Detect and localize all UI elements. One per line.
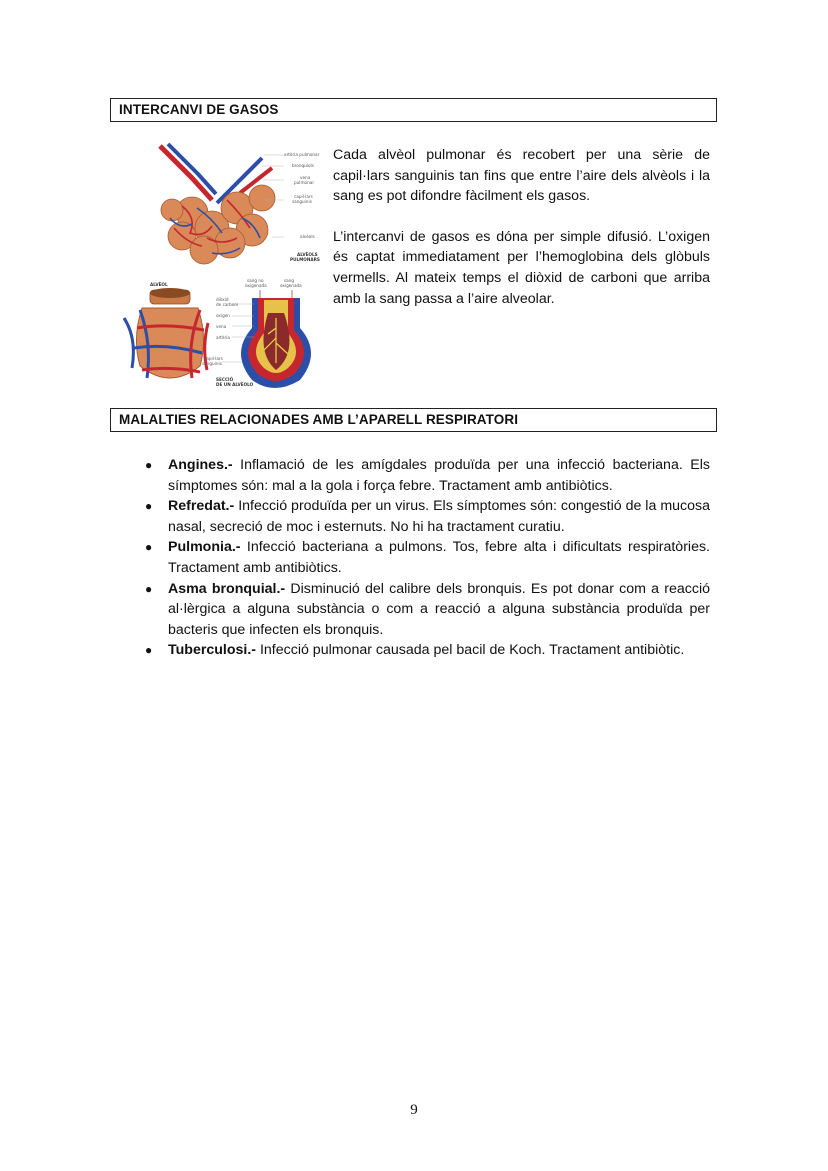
bullet-icon: ● — [145, 540, 153, 555]
bullet-icon: ● — [145, 499, 153, 514]
paragraph-diffusion: L’intercanvi de gasos es dóna per simple difusió. L’oxigen és captat immediatament per l’hemoglobina dels glòbuls vermells. Al mateix temps el diòxid de carboni que arriba amb la sang passa a l’aire alveolar. — [333, 228, 710, 307]
list-item — [145, 537, 710, 578]
label-dioxid-2: de carboni — [216, 302, 239, 307]
label-sang-ox-2: oxigenada — [280, 283, 302, 288]
label-dioxid-1: diòxid — [216, 297, 229, 302]
label-capil-2: sanguinis — [292, 199, 312, 204]
label-seccio-1: SECCIÓ — [216, 377, 234, 382]
disease-description: Disminució del calibre dels bronquis. Es pot donar com a reacció al·lèrgica a alguna substància o com a reacció a alguna substància produïda per bacteris que infecten els bronquis. — [168, 580, 710, 638]
label-alveols-pulm-1: ALVÈOLS — [297, 252, 318, 257]
disease-description: Infecció pulmonar causada pel bacil de Koch. Tractament antibiòtic. — [256, 642, 685, 659]
disease-name: Refredat.- — [168, 498, 235, 515]
bullet-icon: ● — [145, 643, 153, 658]
disease-description: Inflamació de les amígdales produïda per una infecció bacteriana. Els símptomes són: mal a la gola i força febre. Tractament amb antibiòtics. — [168, 457, 710, 494]
section-header-gas-exchange: INTERCANVI DE GASOS — [110, 98, 717, 122]
alveolus-section-drawing — [202, 278, 311, 388]
list-item — [145, 579, 710, 641]
label-vena-2: pulmonar — [294, 180, 315, 185]
disease-name: Angines.- — [168, 457, 233, 473]
disease-description: Infecció bacteriana a pulmons. Tos, febre alta i dificultats respiratòries. Tractament amb antibiòtics. — [168, 539, 710, 576]
bullet-icon: ● — [145, 581, 153, 596]
alveoli-illustration — [112, 138, 324, 390]
label-vena-1: vena — [300, 175, 311, 180]
gas-exchange-text — [333, 145, 710, 329]
disease-name: Pulmonia.- — [168, 539, 241, 556]
page-number: 9 — [410, 1102, 418, 1118]
disease-name: Asma bronquial.- — [168, 580, 286, 597]
disease-description: Infecció produïda per un virus. Els símptomes són: congestió de la mucosa nasal, secreció de moc i esternuts. No hi ha tractament curatiu. — [168, 498, 710, 535]
label-alveols: alvèols — [300, 234, 315, 239]
label-sang-ox-1: sang — [284, 278, 295, 283]
label-oxigen: oxigen — [216, 313, 230, 318]
bullet-icon: ● — [145, 458, 153, 472]
section-header-diseases: MALALTIES RELACIONADES AMB L’APARELL RESPIRATORI — [110, 408, 717, 432]
label-arteria: artèria — [216, 335, 230, 340]
alveoli-cluster-drawing — [160, 144, 320, 264]
alveoli-diagram — [112, 138, 324, 390]
list-item — [145, 640, 710, 661]
label-seccio-2: DE UN ALVÈOLO — [216, 382, 254, 387]
label-arteria-pulmonar: artèria pulmonar — [284, 152, 320, 157]
single-alveolus-drawing — [124, 282, 208, 378]
label-alveol: ALVÈOL — [150, 282, 168, 287]
label-sang-no-2: oxigenada — [245, 283, 267, 288]
list-item — [145, 496, 710, 537]
label-bronquiols: bronquiols — [292, 163, 314, 168]
disease-name: Tuberculosi.- — [168, 642, 257, 659]
label-capil-1: capil·lars — [294, 194, 313, 199]
label-alveols-pulm-2: PULMONARS — [290, 257, 320, 262]
paragraph-alveoli: Cada alvèol pulmonar és recobert per una sèrie de capil·lars sanguinis tan fins que entre l’aire dels alvèols i la sang es pot difondre fàcilment els gasos. — [333, 147, 710, 205]
label-capil-b-1: capil·lars — [204, 356, 223, 361]
label-capil-b-2: sanguinis — [202, 361, 222, 366]
label-vena: vena — [216, 324, 227, 329]
list-item — [145, 455, 710, 496]
label-sang-no-1: sang no — [247, 278, 264, 283]
disease-list — [145, 455, 710, 661]
